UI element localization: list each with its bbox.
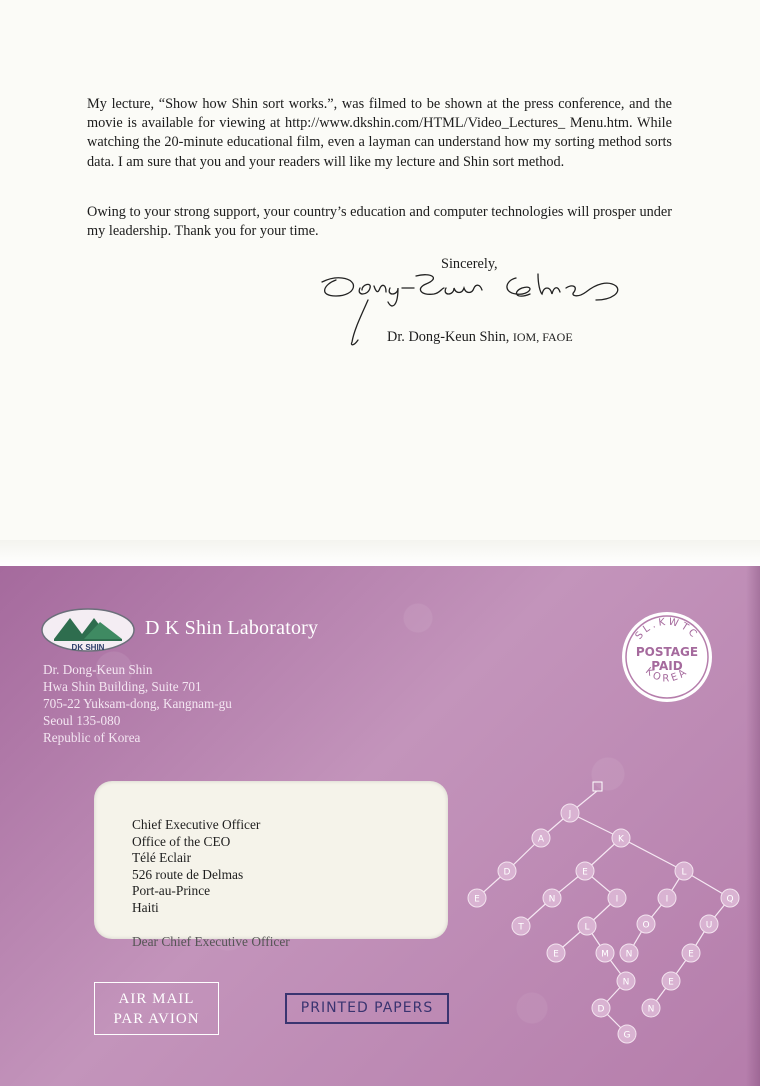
tree-node-letter: D: [597, 1004, 605, 1015]
signatory-suffix: IOM, FAOE: [512, 330, 573, 344]
sender-line: Hwa Shin Building, Suite 701: [43, 679, 202, 694]
tree-node-letter: O: [642, 920, 650, 931]
tree-node-letter: L: [584, 922, 590, 933]
stamp-paid-text: PAID: [651, 659, 683, 673]
window-cut-text: Dear Chief Executive Officer: [132, 934, 290, 949]
sender-line: 705-22 Yuksam-dong, Kangnam-gu: [43, 696, 232, 711]
recipient-address: [132, 817, 260, 916]
tree-node-letter: J: [568, 809, 572, 820]
signatory-name: [387, 329, 573, 346]
sender-address: [43, 661, 232, 746]
letter-fold-shadow: [0, 540, 760, 566]
recipient-line: 526 route de Delmas: [132, 866, 244, 882]
stamp-bottom-text: KOREA: [643, 665, 691, 685]
logo-text: DK SHIN: [71, 643, 105, 652]
dk-shin-logo: [40, 606, 136, 654]
recipient-line: Chief Executive Officer: [132, 817, 261, 832]
tree-node-letter: T: [518, 922, 524, 933]
letter-paragraph-2: Owing to your strong support, your country’s education and computer technologies will prosper under my leadership. Thank you for your time.: [87, 204, 672, 240]
tree-node-letter: M: [601, 949, 609, 960]
tree-node-letter: I: [665, 894, 669, 905]
tree-node-letter: E: [474, 894, 480, 905]
address-window: [94, 781, 448, 949]
tree-node-letter: Q: [726, 894, 734, 905]
sender-line: Seoul 135-080: [43, 713, 121, 728]
tree-node-letter: E: [688, 949, 694, 960]
recipient-line: Office of the CEO: [132, 833, 231, 849]
tree-node-letter: L: [681, 867, 687, 878]
signatory-name-text: Dr. Dong-Keun Shin,: [387, 329, 510, 345]
tree-node-letter: E: [553, 949, 559, 960]
tree-node-letter: N: [647, 1004, 655, 1015]
par-avion-text: PAR AVION: [113, 1011, 200, 1027]
tree-node-letter: A: [537, 834, 545, 845]
stamp-postage-text: POSTAGE: [635, 645, 699, 659]
tree-node-letter: E: [582, 867, 588, 878]
printed-papers-stamp: PRINTED PAPERS: [285, 993, 449, 1024]
tree-edge: [621, 838, 684, 871]
tree-node-letter: E: [668, 977, 674, 988]
tree-node-letter: G: [623, 1030, 631, 1041]
envelope: [0, 566, 760, 1086]
tree-node-letter: I: [615, 894, 619, 905]
sender-line: Republic of Korea: [43, 730, 141, 745]
tree-node-letter: N: [625, 949, 633, 960]
recipient-line: Télé Eclair: [132, 850, 192, 865]
recipient-line: Haiti: [132, 899, 159, 915]
tree-root-marker: [593, 782, 602, 791]
postage-paid-stamp: [620, 610, 714, 704]
tree-node-letter: N: [548, 894, 556, 905]
tree-node-letter: N: [622, 977, 630, 988]
tree-node-letter: D: [503, 867, 511, 878]
sender-line: Dr. Dong-Keun Shin: [43, 662, 153, 677]
recipient-line: Port-au-Prince: [132, 883, 211, 898]
stamp-top-text: SL.KWTC: [633, 616, 701, 642]
letter-paragraph-1: My lecture, “Show how Shin sort works.”, was filmed to be shown at the press conference, and the movie is available for viewing at http://www.dkshin.com/HTML/Video_Lectures_ Menu.htm. While watching the 20-minute educational film, even a layman can understand how my sorting method sorts data. I am sure that you and your readers will like my lecture and Shin sort method.: [87, 96, 672, 170]
lab-name: D K Shin Laboratory: [145, 617, 319, 639]
tree-node-letter: U: [705, 920, 713, 931]
tree-node-letter: K: [618, 834, 624, 845]
air-mail-label: [94, 982, 219, 1035]
sort-tree-illustration: [455, 776, 755, 1046]
air-mail-text: AIR MAIL: [118, 991, 195, 1007]
letter-closing: Sincerely,: [441, 256, 498, 272]
